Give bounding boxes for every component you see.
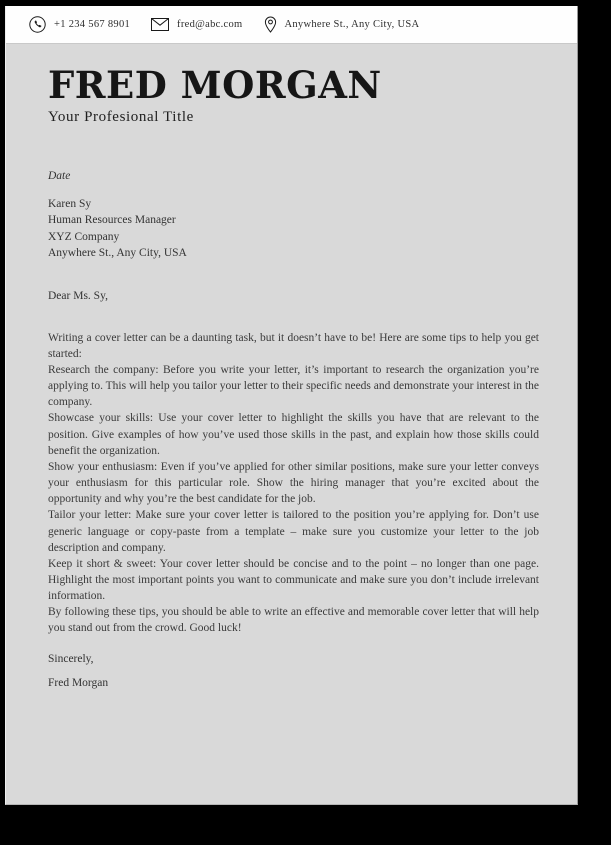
paragraph: Tailor your letter: Make sure your cover letter is tailored to the position you’re applying for. Don’t use generic language or copy-paste from a template – make sure you customize your letter to the job description and company. xyxy=(48,509,539,554)
letter-content xyxy=(6,63,577,691)
letter-body xyxy=(48,330,539,637)
phone-text: +1 234 567 8901 xyxy=(54,19,131,30)
location-text: Anywhere St., Any City, USA xyxy=(284,19,420,30)
paragraph: Show your enthusiasm: Even if you’ve applied for other similar positions, make sure your letter conveys your enthusiasm for this particular role. Show the hiring manager that you’re excited about the opportunity and why you’re the best candidate for the job. xyxy=(48,460,539,506)
date-label: Date xyxy=(48,170,71,182)
signature-name: Fred Morgan xyxy=(48,676,109,689)
contact-location xyxy=(264,16,420,33)
email-text: fred@abc.com xyxy=(177,19,243,30)
recipient-name: Karen Sy xyxy=(48,198,92,210)
letter-page xyxy=(5,6,578,805)
recipient-company: XYZ Company xyxy=(48,230,120,243)
email-icon xyxy=(151,18,169,31)
contact-header xyxy=(6,6,577,44)
recipient-role: Human Resources Manager xyxy=(48,214,176,227)
contact-phone xyxy=(29,16,130,33)
paragraph: By following these tips, you should be able to write an effective and memorable cover letter that will help you stand out from the crowd. Good luck! xyxy=(48,606,539,635)
location-icon xyxy=(264,16,277,33)
contact-email xyxy=(151,18,242,31)
professional-title: Your Profesional Title xyxy=(48,109,194,125)
paragraph: Keep it short & sweet: Your cover letter should be concise and to the point – no longer than one page. Highlight the most important points you want to communicate and make sure you don’t include irrelevant information. xyxy=(48,557,539,603)
greeting: Dear Ms. Sy, xyxy=(48,289,108,302)
paragraph: Writing a cover letter can be a daunting task, but it doesn’t have to be! Here are some tips to help you get started: xyxy=(48,331,539,360)
paragraph: Research the company: Before you write your letter, it’s important to research the organization you’re applying to. This will help you tailor your letter to their specific needs and demonstrate your interest in the company. xyxy=(48,363,539,409)
paragraph: Showcase your skills: Use your cover letter to highlight the skills you have that are relevant to the position. Give examples of how you’ve used those skills in the past, and explain how those skills could benefit the organization. xyxy=(48,412,539,457)
recipient-address: Anywhere St., Any City, USA xyxy=(48,247,187,260)
closing: Sincerely, xyxy=(48,652,94,665)
recipient-block xyxy=(48,196,539,262)
person-name: FRED MORGAN xyxy=(48,63,382,107)
phone-icon xyxy=(29,16,46,33)
